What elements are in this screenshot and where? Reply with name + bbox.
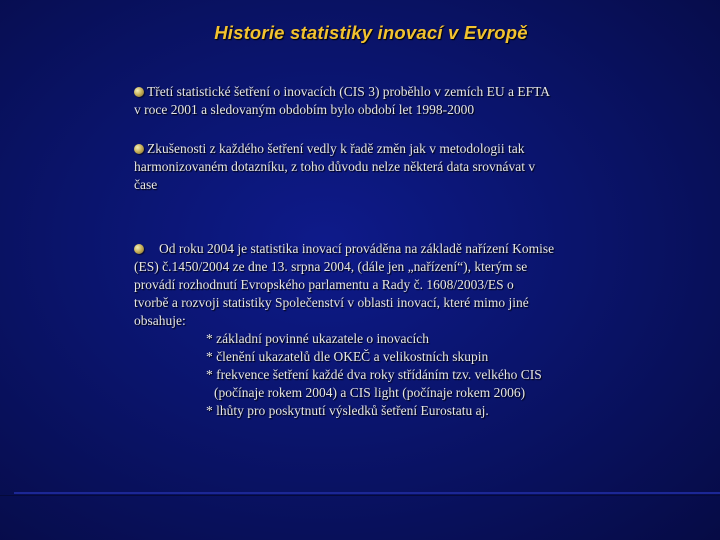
bottom-divider-shadow [0,495,720,496]
bullet-icon [134,87,144,97]
subitem-frequency-continued: (počínaje rokem 2004) a CIS light (počínaje rokem 2006) [214,385,526,400]
slide-title: Historie statistiky inovací v Evropě [214,22,528,43]
bottom-divider [14,492,720,494]
bullet-icon [134,144,144,154]
subitem-mandatory-indicators: * základní povinné ukazatele o inovacích [206,331,430,346]
bullet-line: v roce 2001 a sledovaným obdobím bylo období let 1998-2000 [134,102,475,117]
bullet-line: čase [134,177,158,192]
subitem-okec-breakdown: * členění ukazatelů dle OKEČ a velikostních skupin [206,349,489,364]
bullet-line: Od roku 2004 je statistika inovací prováděna na základě nařízení Komise [159,241,555,256]
subitem-frequency: * frekvence šetření každé dva roky střídáním tzv. velkého CIS [206,367,542,382]
bullet-line: Zkušenosti z každého šetření vedly k řadě změn jak v metodologii tak [147,141,525,156]
bullet-icon [134,244,144,254]
subitem-deadlines: * lhůty pro poskytnutí výsledků šetření Eurostatu aj. [206,403,489,418]
bullet-line: provádí rozhodnutí Evropského parlamentu a Rady č. 1608/2003/ES o [134,277,514,292]
bullet-line: Třetí statistické šetření o inovacích (CIS 3) proběhlo v zemích EU a EFTA [147,84,551,99]
bullet-item-cis3 [134,83,634,119]
bullet-item-experience [134,140,634,194]
bullet-line: harmonizovaném dotazníku, z toho důvodu nelze některá data srovnávat v [134,159,536,174]
bullet-item-regulation [134,240,634,420]
bullet-line: obsahuje: [134,313,186,328]
bullet-line: (ES) č.1450/2004 ze dne 13. srpna 2004, (dále jen „nařízení“), kterým se [134,259,528,274]
bullet-line: tvorbě a rozvoji statistiky Společenství v oblasti inovací, které mimo jiné [134,295,529,310]
